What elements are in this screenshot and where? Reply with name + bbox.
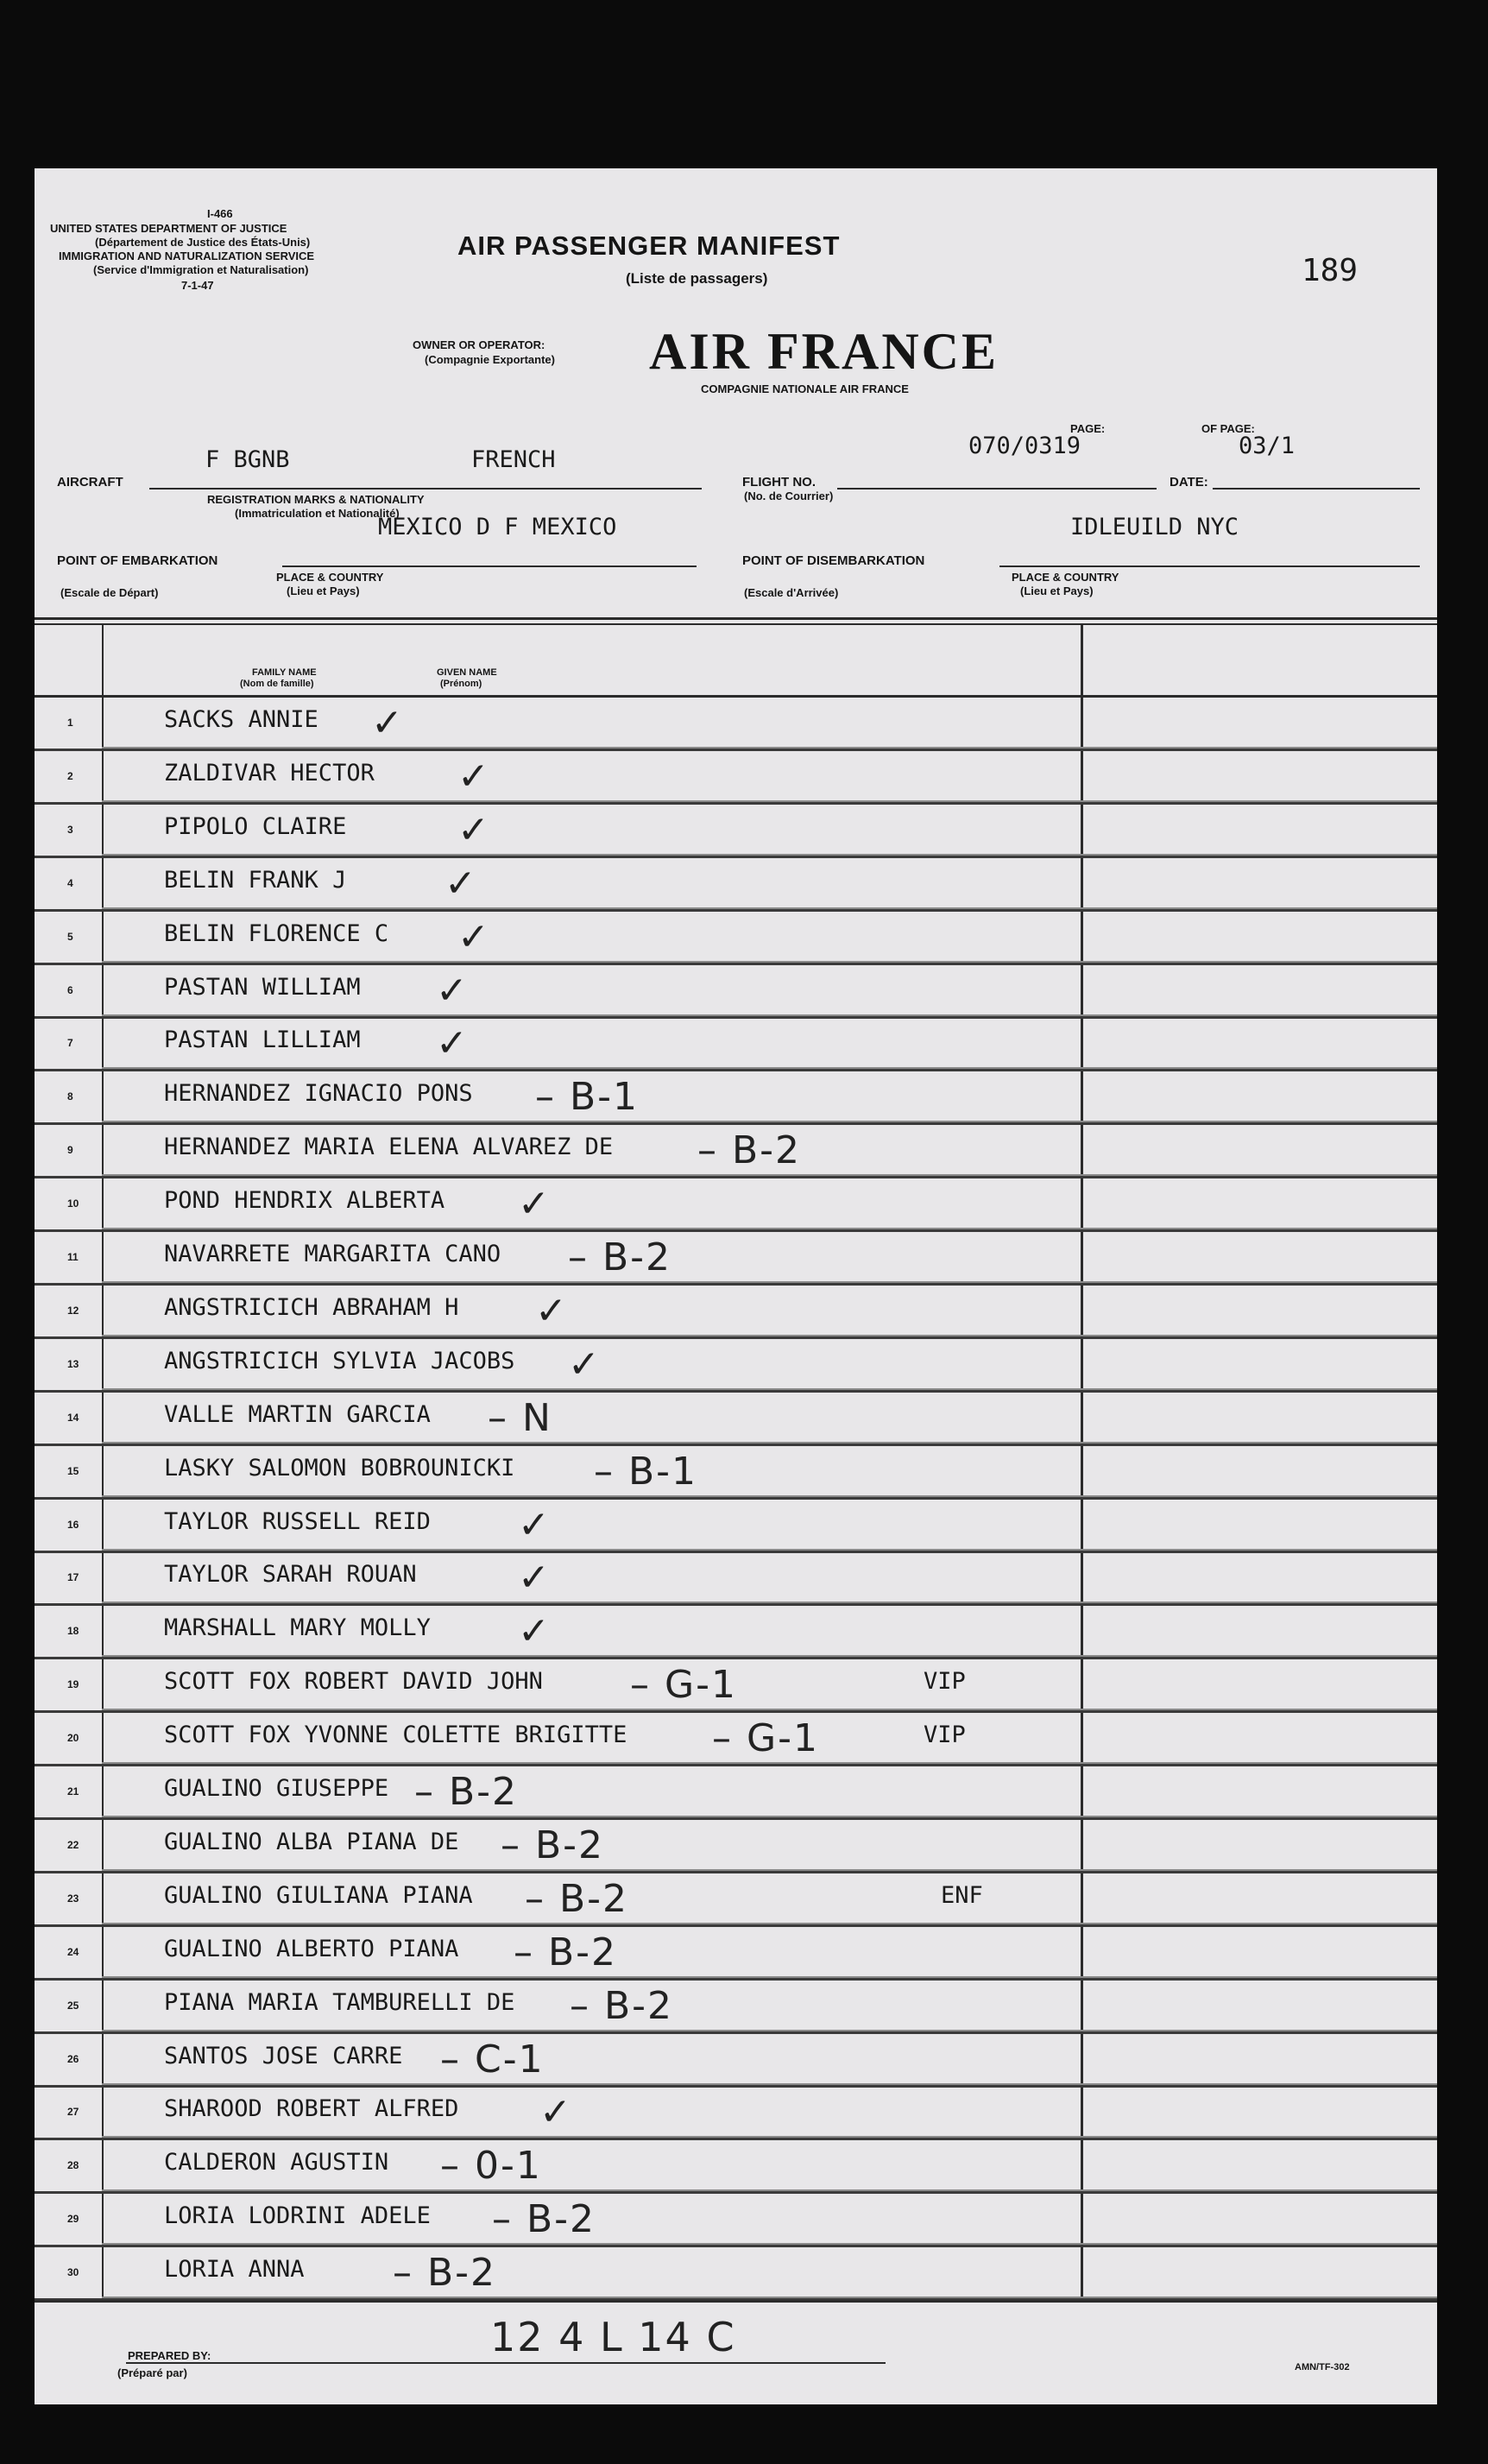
row-number: 18 [67, 1625, 79, 1638]
passenger-row [35, 1500, 1437, 1553]
disembarkation-place-label-fr: (Lieu et Pays) [1020, 584, 1094, 597]
row-number: 12 [67, 1304, 79, 1317]
visa-class-mark: – B-2 [568, 1235, 672, 1279]
row-number: 22 [67, 1838, 79, 1851]
disembarkation-label: POINT OF DISEMBARKATION [742, 553, 925, 568]
disembarkation-place: IDLEUILD NYC [1070, 514, 1239, 540]
passenger-row [35, 2034, 1437, 2088]
row-number: 6 [67, 983, 73, 996]
passenger-name: PIANA MARIA TAMBURELLI DE [164, 1988, 515, 2016]
passenger-row [35, 1339, 1437, 1393]
passenger-name: LORIA LODRINI ADELE [164, 2202, 431, 2230]
handwritten-total: 12 4 L 14 C [490, 2314, 736, 2360]
flight-number: 070/0319 [968, 433, 1081, 459]
passenger-row [35, 1927, 1437, 1981]
visa-class-mark: – B-1 [535, 1075, 640, 1120]
passenger-row [35, 1659, 1437, 1713]
flight-label: FLIGHT NO. [742, 475, 816, 490]
passenger-name: PIPOLO CLAIRE [164, 812, 347, 840]
row-number: 30 [67, 2266, 79, 2279]
given-name-header: GIVEN NAME [437, 667, 497, 678]
passenger-name: SCOTT FOX YVONNE COLETTE BRIGITTE [164, 1722, 627, 1749]
manifest-title-fr: (Liste de passagers) [626, 270, 768, 287]
passenger-row [35, 1178, 1437, 1232]
row-number: 7 [67, 1037, 73, 1050]
row-number: 23 [67, 1892, 79, 1905]
row-number: 11 [67, 1251, 79, 1263]
passenger-row [35, 2194, 1437, 2247]
row-number: 10 [67, 1197, 79, 1210]
agency-line2-fr: (Service d'Immigration et Naturalisation) [93, 263, 309, 276]
passenger-row [35, 965, 1437, 1019]
given-name-header-fr: (Prénom) [440, 679, 482, 689]
date-label: DATE: [1170, 475, 1208, 490]
passenger-row [35, 2247, 1437, 2301]
row-number: 26 [67, 2052, 79, 2065]
passenger-name: SHAROOD ROBERT ALFRED [164, 2095, 459, 2123]
passenger-row [35, 1981, 1437, 2034]
visa-class-mark: ✓ [457, 914, 491, 959]
passenger-name: ANGSTRICICH SYLVIA JACOBS [164, 1347, 515, 1374]
row-number: 9 [67, 1144, 73, 1157]
visa-class-mark: ✓ [518, 1182, 552, 1227]
passenger-name: ZALDIVAR HECTOR [164, 759, 375, 787]
passenger-name: SCOTT FOX ROBERT DAVID JOHN [164, 1668, 543, 1696]
passenger-note: ENF [941, 1881, 983, 1909]
row-number: 25 [67, 1999, 79, 2012]
aircraft-nationality: FRENCH [471, 446, 556, 473]
passenger-row [35, 1606, 1437, 1659]
visa-class-mark: – B-1 [594, 1449, 698, 1494]
form-number: I-466 [207, 207, 233, 220]
passenger-row [35, 751, 1437, 805]
row-number: 28 [67, 2159, 79, 2172]
row-number: 13 [67, 1357, 79, 1370]
passenger-row [35, 1071, 1437, 1125]
row-number: 14 [67, 1411, 79, 1424]
passenger-row [35, 1446, 1437, 1500]
passenger-name: SACKS ANNIE [164, 706, 318, 733]
row-number: 2 [67, 769, 73, 782]
visa-class-mark: – B-2 [414, 1770, 519, 1814]
aircraft-label: AIRCRAFT [57, 475, 123, 490]
agency-line1-fr: (Département de Justice des États-Unis) [95, 236, 311, 249]
passenger-row [35, 1766, 1437, 1820]
passenger-row [35, 1820, 1437, 1873]
row-number: 24 [67, 1945, 79, 1958]
row-number: 8 [67, 1090, 73, 1103]
visa-class-mark: ✓ [518, 1556, 552, 1601]
passenger-row [35, 1552, 1437, 1606]
of-page-label: OF PAGE: [1201, 422, 1255, 435]
embarkation-place: MEXICO D F MEXICO [378, 514, 617, 540]
visa-class-mark: ✓ [568, 1342, 602, 1387]
disembarkation-label-fr: (Escale d'Arrivée) [744, 586, 839, 599]
passenger-row [35, 1018, 1437, 1071]
visa-class-mark: – B-2 [570, 1983, 674, 2028]
passenger-name: TAYLOR RUSSELL REID [164, 1507, 431, 1535]
form-code: AMN/TF-302 [1295, 2362, 1350, 2372]
visa-class-mark: – B-2 [697, 1128, 802, 1173]
passenger-note: VIP [924, 1668, 966, 1696]
operator-label-fr: (Compagnie Exportante) [425, 353, 555, 366]
passenger-name: NAVARRETE MARGARITA CANO [164, 1241, 501, 1267]
form-date: 7-1-47 [181, 279, 214, 292]
visa-class-mark: ✓ [457, 807, 491, 852]
passenger-row [35, 1232, 1437, 1286]
passenger-name: VALLE MARTIN GARCIA [164, 1400, 431, 1428]
visa-class-mark: – B-2 [525, 1876, 629, 1921]
visa-class-mark: ✓ [457, 754, 491, 799]
passenger-row [35, 1873, 1437, 1927]
visa-class-mark: ✓ [371, 701, 405, 745]
family-name-header: FAMILY NAME [252, 667, 317, 678]
embarkation-place-label-fr: (Lieu et Pays) [287, 584, 360, 597]
prepared-by-label-fr: (Préparé par) [117, 2366, 187, 2379]
flight-date: 03/1 [1239, 433, 1296, 459]
row-number: 21 [67, 1785, 79, 1797]
disembarkation-place-label: PLACE & COUNTRY [1012, 571, 1119, 584]
manifest-title: AIR PASSENGER MANIFEST [457, 231, 841, 261]
row-number: 3 [67, 823, 73, 836]
passenger-name: PASTAN WILLIAM [164, 973, 361, 1001]
row-number: 17 [67, 1571, 79, 1584]
passenger-row [35, 2140, 1437, 2194]
row-number: 29 [67, 2213, 79, 2226]
row-number: 20 [67, 1732, 79, 1745]
passenger-name: HERNANDEZ IGNACIO PONS [164, 1080, 473, 1108]
manifest-sheet [35, 168, 1437, 2404]
visa-class-mark: ✓ [518, 1502, 552, 1547]
row-number: 5 [67, 930, 73, 943]
passenger-row [35, 805, 1437, 858]
passenger-name: POND HENDRIX ALBERTA [164, 1187, 445, 1215]
visa-class-mark: – G-1 [630, 1663, 737, 1708]
row-number: 19 [67, 1678, 79, 1691]
row-number: 15 [67, 1464, 79, 1477]
passenger-name: GUALINO ALBA PIANA DE [164, 1828, 459, 1855]
passenger-row [35, 858, 1437, 912]
row-number: 16 [67, 1518, 79, 1531]
aircraft-registration: F BGNB [205, 446, 290, 473]
passenger-name: GUALINO GIULIANA PIANA [164, 1881, 473, 1909]
passenger-name: ANGSTRICICH ABRAHAM H [164, 1293, 459, 1321]
visa-class-mark: – B-2 [501, 1823, 605, 1867]
page-label: PAGE: [1070, 422, 1106, 435]
passenger-row [35, 912, 1437, 965]
agency-line1: UNITED STATES DEPARTMENT OF JUSTICE [50, 222, 287, 235]
visa-class-mark: ✓ [436, 968, 470, 1013]
passenger-row [35, 1125, 1437, 1178]
embarkation-label-fr: (Escale de Départ) [60, 586, 159, 599]
visa-class-mark: – B-2 [514, 1930, 618, 1974]
visa-class-mark: ✓ [539, 2090, 573, 2135]
registration-label-fr: (Immatriculation et Nationalité) [235, 507, 400, 520]
page-stamp: 189 [1302, 253, 1359, 288]
registration-label: REGISTRATION MARKS & NATIONALITY [207, 493, 425, 506]
operator-subtitle: COMPAGNIE NATIONALE AIR FRANCE [701, 382, 909, 395]
operator-name: AIR FRANCE [649, 323, 999, 380]
visa-class-mark: – 0-1 [440, 2144, 542, 2189]
visa-class-mark: – B-2 [492, 2197, 596, 2242]
visa-class-mark: ✓ [445, 861, 478, 906]
passenger-name: HERNANDEZ MARIA ELENA ALVAREZ DE [164, 1134, 614, 1161]
passenger-name: GUALINO GIUSEPPE [164, 1775, 389, 1802]
passenger-name: LORIA ANNA [164, 2256, 305, 2284]
embarkation-place-label: PLACE & COUNTRY [276, 571, 384, 584]
operator-label: OWNER OR OPERATOR: [413, 338, 545, 351]
visa-class-mark: – N [488, 1395, 552, 1440]
passenger-name: TAYLOR SARAH ROUAN [164, 1561, 417, 1589]
visa-class-mark: ✓ [436, 1021, 470, 1066]
visa-class-mark: ✓ [518, 1609, 552, 1654]
passenger-name: LASKY SALOMON BOBROUNICKI [164, 1454, 515, 1482]
row-number: 27 [67, 2106, 79, 2119]
passenger-note: VIP [924, 1722, 966, 1749]
visa-class-mark: – C-1 [440, 2037, 545, 2082]
passenger-row [35, 2087, 1437, 2140]
row-number: 1 [67, 717, 73, 729]
visa-class-mark: – G-1 [712, 1716, 819, 1761]
passenger-name: CALDERON AGUSTIN [164, 2149, 389, 2177]
passenger-name: PASTAN LILLIAM [164, 1027, 361, 1054]
visa-class-mark: ✓ [535, 1288, 569, 1333]
flight-label-fr: (No. de Courrier) [744, 490, 834, 502]
passenger-name: SANTOS JOSE CARRE [164, 2042, 403, 2069]
passenger-row [35, 698, 1437, 751]
passenger-row [35, 1393, 1437, 1446]
prepared-by-label: PREPARED BY: [128, 2349, 211, 2362]
row-number: 4 [67, 876, 73, 889]
passenger-name: BELIN FRANK J [164, 866, 347, 894]
passenger-name: GUALINO ALBERTO PIANA [164, 1935, 459, 1962]
family-name-header-fr: (Nom de famille) [240, 679, 314, 689]
visa-class-mark: – B-2 [393, 2251, 497, 2296]
passenger-row [35, 1713, 1437, 1766]
embarkation-label: POINT OF EMBARKATION [57, 553, 218, 568]
passenger-name: MARSHALL MARY MOLLY [164, 1614, 431, 1642]
passenger-name: BELIN FLORENCE C [164, 919, 389, 947]
agency-line2: IMMIGRATION AND NATURALIZATION SERVICE [59, 250, 315, 262]
passenger-row [35, 1286, 1437, 1339]
